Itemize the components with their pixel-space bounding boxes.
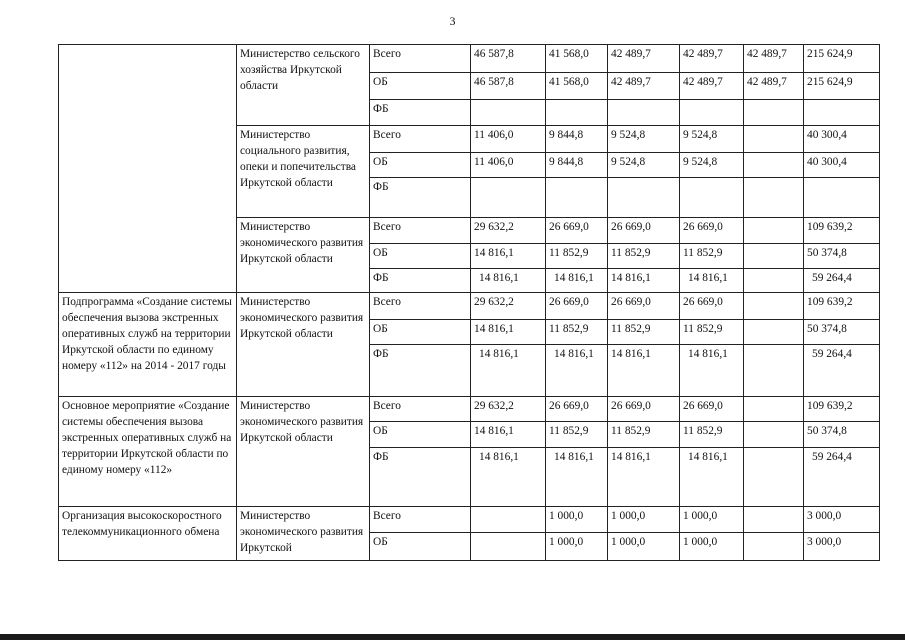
value-2015 bbox=[546, 100, 608, 126]
value-total: 215 624,9 bbox=[804, 73, 880, 100]
value-2015: 41 568,0 bbox=[546, 45, 608, 73]
page-number: 3 bbox=[449, 14, 456, 28]
value-2017: 9 524,8 bbox=[680, 126, 744, 153]
value-2017: 14 816,1 bbox=[680, 345, 744, 397]
funding-type: ФБ bbox=[370, 269, 471, 293]
value-2018 bbox=[744, 345, 804, 397]
table-row bbox=[59, 45, 880, 73]
value-total: 59 264,4 bbox=[804, 345, 880, 397]
value-2016: 11 852,9 bbox=[608, 422, 680, 448]
value-2018 bbox=[744, 153, 804, 178]
value-2015: 14 816,1 bbox=[546, 448, 608, 507]
value-2016 bbox=[608, 178, 680, 218]
executor-cell: Министерство социального развития, опеки и попечительства Иркутской области bbox=[237, 126, 370, 218]
table-row bbox=[59, 397, 880, 422]
funding-type: Всего bbox=[370, 218, 471, 244]
funding-type: Всего bbox=[370, 126, 471, 153]
value-total: 40 300,4 bbox=[804, 126, 880, 153]
value-2014: 46 587,8 bbox=[471, 73, 546, 100]
value-2016: 1 000,0 bbox=[608, 533, 680, 561]
value-2014 bbox=[471, 100, 546, 126]
funding-type: ФБ bbox=[370, 345, 471, 397]
value-2015: 26 669,0 bbox=[546, 218, 608, 244]
value-2014: 14 816,1 bbox=[471, 320, 546, 345]
executor-cell: Министерство экономического развития Иркутской bbox=[237, 507, 370, 561]
value-2018 bbox=[744, 293, 804, 320]
value-2015: 14 816,1 bbox=[546, 345, 608, 397]
value-2016: 1 000,0 bbox=[608, 507, 680, 533]
value-2015: 11 852,9 bbox=[546, 244, 608, 269]
value-total bbox=[804, 100, 880, 126]
value-2016: 26 669,0 bbox=[608, 397, 680, 422]
value-2015: 1 000,0 bbox=[546, 507, 608, 533]
value-2015: 26 669,0 bbox=[546, 293, 608, 320]
value-2015: 9 844,8 bbox=[546, 153, 608, 178]
value-2016: 14 816,1 bbox=[608, 448, 680, 507]
value-total: 215 624,9 bbox=[804, 45, 880, 73]
value-2016: 9 524,8 bbox=[608, 126, 680, 153]
value-2015: 26 669,0 bbox=[546, 397, 608, 422]
value-2017: 14 816,1 bbox=[680, 448, 744, 507]
value-2017 bbox=[680, 178, 744, 218]
table-row bbox=[59, 507, 880, 533]
value-total: 50 374,8 bbox=[804, 244, 880, 269]
program-cell: Организация высокоскоростного телекоммуникационного обмена bbox=[59, 507, 237, 561]
value-total: 109 639,2 bbox=[804, 293, 880, 320]
value-2018 bbox=[744, 448, 804, 507]
funding-type: Всего bbox=[370, 507, 471, 533]
value-2014: 14 816,1 bbox=[471, 345, 546, 397]
value-2016: 26 669,0 bbox=[608, 293, 680, 320]
value-2018 bbox=[744, 320, 804, 345]
value-2014 bbox=[471, 178, 546, 218]
value-2014: 11 406,0 bbox=[471, 126, 546, 153]
value-total bbox=[804, 178, 880, 218]
value-2018 bbox=[744, 244, 804, 269]
value-2014: 14 816,1 bbox=[471, 422, 546, 448]
program-cell: Подпрограмма «Создание системы обеспечения вызова экстренных оперативных служб на территории Иркутской области по единому номеру «112» на 2014 - 2017 годы bbox=[59, 293, 237, 397]
value-total: 59 264,4 bbox=[804, 269, 880, 293]
value-2014: 46 587,8 bbox=[471, 45, 546, 73]
table-row bbox=[59, 293, 880, 320]
funding-type: ОБ bbox=[370, 320, 471, 345]
executor-cell: Министерство экономического развития Иркутской области bbox=[237, 293, 370, 397]
value-total: 59 264,4 bbox=[804, 448, 880, 507]
funding-type: ФБ bbox=[370, 178, 471, 218]
value-2018 bbox=[744, 178, 804, 218]
value-2018: 42 489,7 bbox=[744, 73, 804, 100]
funding-type: Всего bbox=[370, 397, 471, 422]
value-2018: 42 489,7 bbox=[744, 45, 804, 73]
value-2018 bbox=[744, 126, 804, 153]
value-total: 50 374,8 bbox=[804, 422, 880, 448]
funding-type: ОБ bbox=[370, 153, 471, 178]
value-2018 bbox=[744, 100, 804, 126]
value-2017: 14 816,1 bbox=[680, 269, 744, 293]
value-2016: 11 852,9 bbox=[608, 244, 680, 269]
value-2018 bbox=[744, 507, 804, 533]
funding-type: ФБ bbox=[370, 100, 471, 126]
value-2017 bbox=[680, 100, 744, 126]
value-2016 bbox=[608, 100, 680, 126]
funding-type: ОБ bbox=[370, 422, 471, 448]
value-2017: 26 669,0 bbox=[680, 397, 744, 422]
value-2017: 26 669,0 bbox=[680, 293, 744, 320]
value-2018 bbox=[744, 269, 804, 293]
value-2015: 41 568,0 bbox=[546, 73, 608, 100]
value-2017: 11 852,9 bbox=[680, 320, 744, 345]
scan-edge bbox=[0, 634, 905, 640]
funding-type: ОБ bbox=[370, 244, 471, 269]
value-2014: 29 632,2 bbox=[471, 218, 546, 244]
funding-type: ФБ bbox=[370, 448, 471, 507]
value-2016: 9 524,8 bbox=[608, 153, 680, 178]
value-2016: 26 669,0 bbox=[608, 218, 680, 244]
value-2014: 14 816,1 bbox=[471, 448, 546, 507]
funding-type: Всего bbox=[370, 293, 471, 320]
value-2015: 1 000,0 bbox=[546, 533, 608, 561]
value-2018 bbox=[744, 533, 804, 561]
program-cell bbox=[59, 45, 237, 293]
value-2017: 42 489,7 bbox=[680, 45, 744, 73]
value-2014: 29 632,2 bbox=[471, 397, 546, 422]
funding-type: Всего bbox=[370, 45, 471, 73]
value-2016: 42 489,7 bbox=[608, 45, 680, 73]
value-total: 3 000,0 bbox=[804, 507, 880, 533]
value-2014: 14 816,1 bbox=[471, 269, 546, 293]
value-total: 40 300,4 bbox=[804, 153, 880, 178]
value-2017: 1 000,0 bbox=[680, 507, 744, 533]
value-2017: 9 524,8 bbox=[680, 153, 744, 178]
value-total: 109 639,2 bbox=[804, 218, 880, 244]
value-2017: 11 852,9 bbox=[680, 422, 744, 448]
funding-type: ОБ bbox=[370, 73, 471, 100]
executor-cell: Министерство сельского хозяйства Иркутской области bbox=[237, 45, 370, 126]
value-total: 109 639,2 bbox=[804, 397, 880, 422]
value-2014 bbox=[471, 507, 546, 533]
executor-cell: Министерство экономического развития Иркутской области bbox=[237, 218, 370, 293]
value-2017: 11 852,9 bbox=[680, 244, 744, 269]
value-2016: 14 816,1 bbox=[608, 269, 680, 293]
value-2018 bbox=[744, 397, 804, 422]
value-2014 bbox=[471, 533, 546, 561]
value-2015: 11 852,9 bbox=[546, 320, 608, 345]
value-2018 bbox=[744, 422, 804, 448]
value-2017: 26 669,0 bbox=[680, 218, 744, 244]
program-cell: Основное мероприятие «Создание системы обеспечения вызова экстренных оперативных служб на территории Иркутской области по единому номеру «112» bbox=[59, 397, 237, 507]
value-2015: 11 852,9 bbox=[546, 422, 608, 448]
value-2018 bbox=[744, 218, 804, 244]
budget-table bbox=[58, 44, 880, 561]
value-2017: 42 489,7 bbox=[680, 73, 744, 100]
value-2014: 29 632,2 bbox=[471, 293, 546, 320]
value-2017: 1 000,0 bbox=[680, 533, 744, 561]
value-2014: 14 816,1 bbox=[471, 244, 546, 269]
executor-cell: Министерство экономического развития Иркутской области bbox=[237, 397, 370, 507]
value-total: 3 000,0 bbox=[804, 533, 880, 561]
value-2016: 14 816,1 bbox=[608, 345, 680, 397]
value-2015: 14 816,1 bbox=[546, 269, 608, 293]
funding-type: ОБ bbox=[370, 533, 471, 561]
value-2016: 11 852,9 bbox=[608, 320, 680, 345]
value-total: 50 374,8 bbox=[804, 320, 880, 345]
value-2015: 9 844,8 bbox=[546, 126, 608, 153]
value-2014: 11 406,0 bbox=[471, 153, 546, 178]
value-2016: 42 489,7 bbox=[608, 73, 680, 100]
value-2015 bbox=[546, 178, 608, 218]
